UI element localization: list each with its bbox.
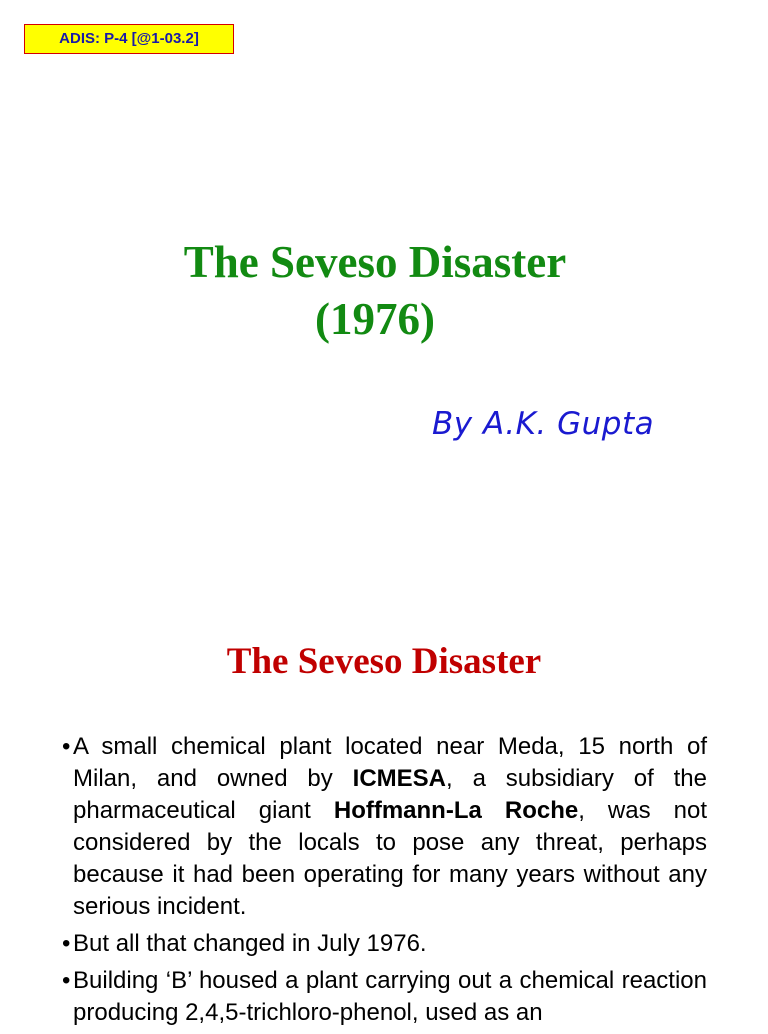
title-line-2: (1976) [315,294,435,344]
author-byline: By A.K. Gupta [432,406,655,442]
bullet-1-text-b: , a subsidiary of the pharmaceutical giant [73,765,707,824]
bullet-item-1 [62,731,707,923]
slide-reference-tag: ADIS: P-4 [@1-03.2] [24,24,234,54]
bullet-1-company: ICMESA [352,765,447,792]
content-slide [0,600,768,1024]
slide-title: The Seveso Disaster [226,641,542,682]
bullet-item-2: • But all that changed in July 1976. [62,928,707,960]
bullet-1-text-a: A small chemical plant located near Meda, 15 north of Milan, and owned by [73,733,707,792]
bullet-item-3: • Building ‘B’ housed a plant carrying out a chemical reaction producing 2,4,5-trichloro-phenol, used as an [62,965,707,1029]
bullet-1-text-c: , was not considered by the locals to pose any threat, perhaps because it had been operating for many years without any serious incident. [73,797,708,920]
title-line-1: The Seveso Disaster [183,237,567,287]
bullet-list [62,731,707,1034]
presentation-title [0,234,750,348]
bullet-1-parent-company: Hoffmann-La Roche [333,797,579,824]
